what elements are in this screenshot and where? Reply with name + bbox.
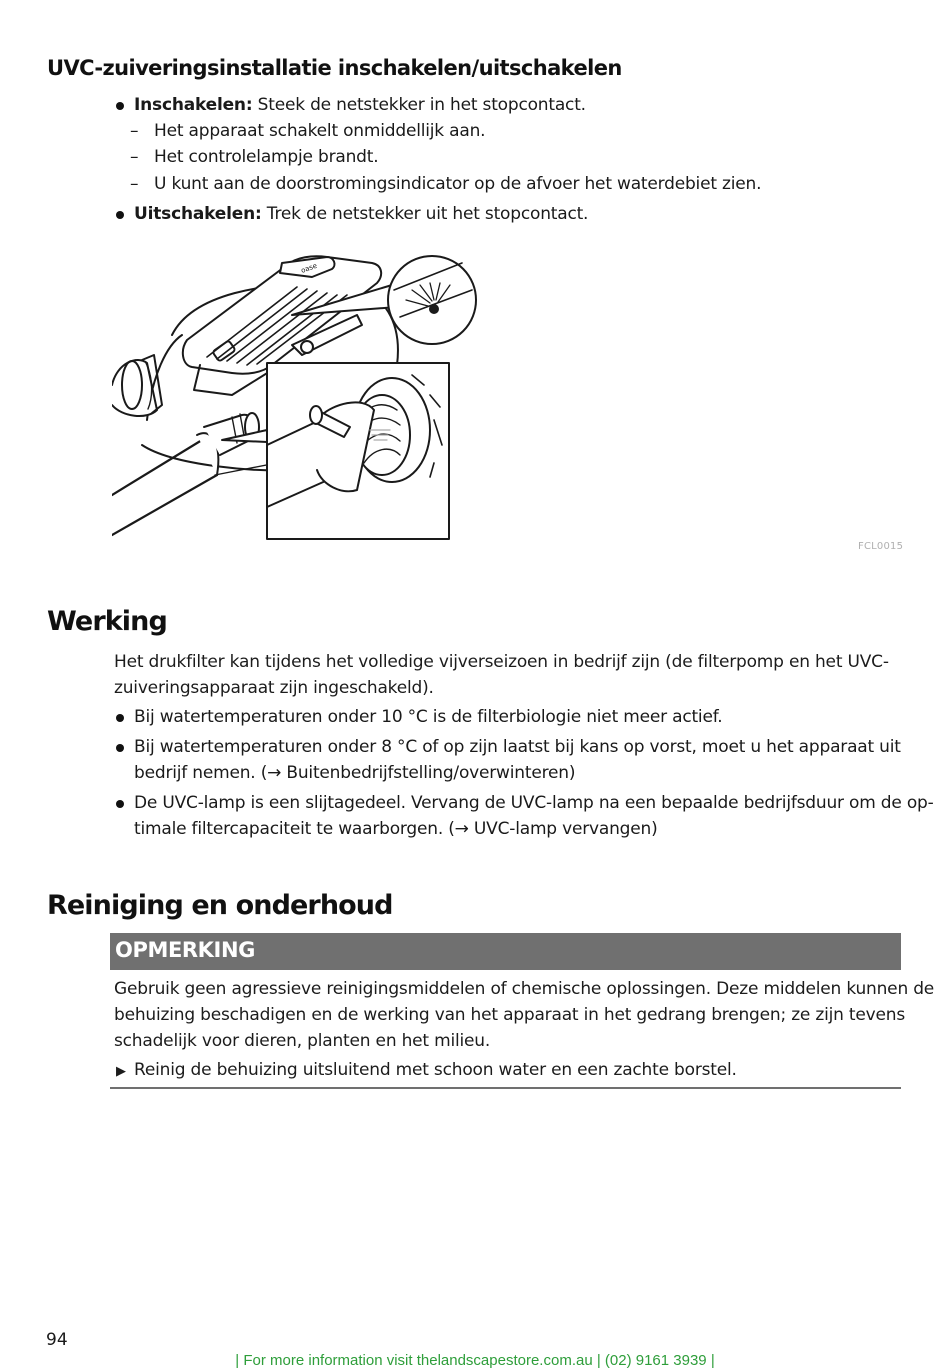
list-item bbox=[112, 734, 901, 786]
result-text: Het controlelampje brandt. bbox=[154, 147, 379, 167]
notice-header bbox=[110, 933, 901, 970]
footer-link[interactable]: | For more information visit thelandscapestore.com.au | (02) 9161 3939 | bbox=[235, 1352, 715, 1369]
notice-line: schadelijk voor dieren, planten en het milieu. bbox=[114, 1031, 491, 1051]
bullet-icon bbox=[116, 800, 124, 808]
figure-code: FCL0015 bbox=[858, 541, 904, 552]
dash-icon: – bbox=[130, 121, 139, 141]
section-title-switching: UVC-zuiveringsinstallatie inschakelen/uitschakelen bbox=[47, 56, 622, 80]
device-logo: oase bbox=[299, 261, 319, 275]
notice-line: behuizing beschadigen en de werking van het apparaat in het gedrang brengen; ze zijn tevens bbox=[114, 1005, 906, 1025]
result-item bbox=[130, 144, 378, 170]
action-arrow-icon: ▶ bbox=[116, 1064, 126, 1079]
switch-on-text: Steek de netstekker in het stopcontact. bbox=[252, 95, 586, 115]
result-item bbox=[130, 171, 761, 197]
list-item bbox=[112, 704, 722, 730]
notice-divider bbox=[110, 1087, 901, 1089]
result-item bbox=[130, 118, 485, 144]
action-text: Reinig de behuizing uitsluitend met schoon water en een zachte borstel. bbox=[134, 1060, 737, 1080]
bullet-text: bedrijf nemen. (→ Buitenbedrijfstelling/overwinteren) bbox=[134, 763, 576, 783]
section-title-cleaning: Reiniging en onderhoud bbox=[47, 890, 393, 921]
intro-line: Het drukfilter kan tijdens het volledige vijverseizoen in bedrijf zijn (de filterpomp en het UVC- bbox=[114, 652, 889, 672]
bullet-text: Bij watertemperaturen onder 8 °C of op zijn laatst bij kans op vorst, moet u het apparaat uit bbox=[134, 737, 901, 757]
page-number: 94 bbox=[46, 1330, 68, 1350]
bullet-text: timale filtercapaciteit te waarborgen. (→ UVC-lamp vervangen) bbox=[134, 819, 658, 839]
notice-body bbox=[114, 976, 934, 1054]
dash-icon: – bbox=[130, 174, 139, 194]
switch-on-label: Inschakelen: bbox=[134, 95, 253, 115]
dash-icon: – bbox=[130, 147, 139, 167]
notice-title: OPMERKING bbox=[115, 938, 255, 962]
section-title-operation: Werking bbox=[47, 606, 167, 637]
bullet-text: De UVC-lamp is een slijtagedeel. Vervang de UVC-lamp na een bepaalde bedrijfsduur om de op- bbox=[134, 793, 934, 813]
list-item-switch-on bbox=[112, 92, 586, 118]
bullet-icon bbox=[116, 744, 124, 752]
result-text: U kunt aan de doorstromingsindicator op de afvoer het waterdebiet zien. bbox=[154, 174, 762, 194]
notice-line: Gebruik geen agressieve reinigingsmiddelen of chemische oplossingen. Deze middelen kunnen de bbox=[114, 979, 935, 999]
notice-action bbox=[116, 1057, 737, 1085]
switch-off-text: Trek de netstekker uit het stopcontact. bbox=[261, 204, 589, 224]
bullet-icon bbox=[116, 211, 124, 219]
bullet-text: Bij watertemperaturen onder 10 °C is de filterbiologie niet meer actief. bbox=[134, 707, 723, 727]
list-item bbox=[112, 790, 934, 842]
bullet-icon bbox=[116, 714, 124, 722]
operation-intro bbox=[114, 649, 889, 701]
bullet-icon bbox=[116, 102, 124, 110]
result-text: Het apparaat schakelt onmiddellijk aan. bbox=[154, 121, 486, 141]
list-item-switch-off bbox=[112, 201, 588, 227]
intro-line: zuiveringsapparaat zijn ingeschakeld). bbox=[114, 678, 434, 698]
device-illustration bbox=[112, 245, 482, 545]
switch-off-label: Uitschakelen: bbox=[134, 204, 262, 224]
